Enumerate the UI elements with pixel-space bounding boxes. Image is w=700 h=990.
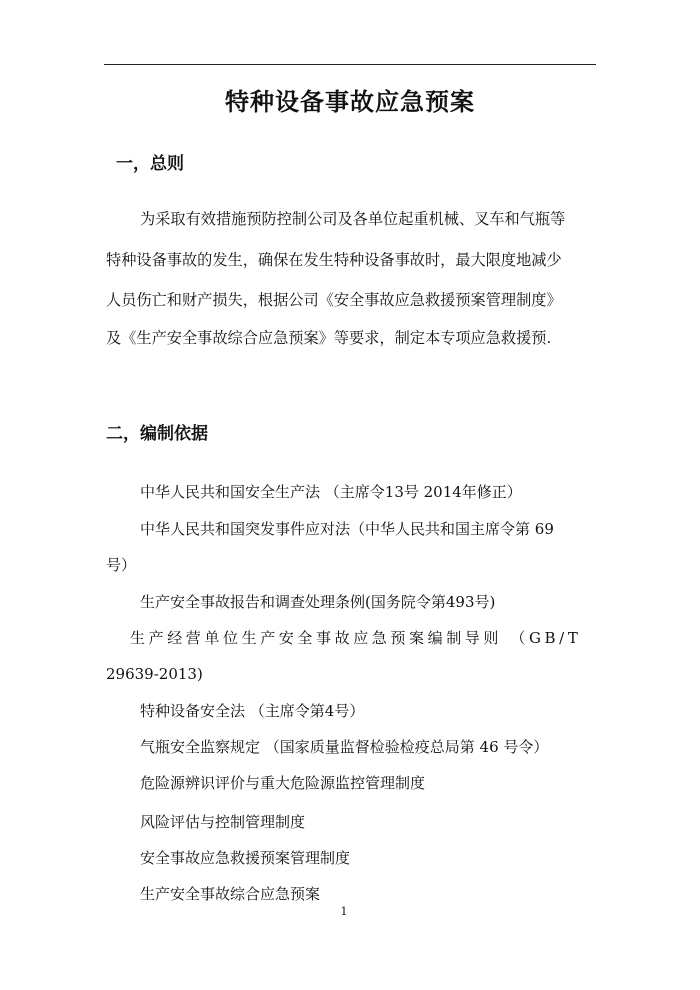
- basis-item: 生产经营单位生产安全事故应急预案编制导则 （GB/T: [130, 629, 582, 647]
- paragraph-line: 特种设备事故的发生，确保在发生特种设备事故时，最大限度地减少: [106, 251, 562, 269]
- basis-item: 特种设备安全法 （主席令第4号）: [140, 702, 365, 720]
- basis-item: 号）: [106, 556, 137, 574]
- page-number: 1: [340, 905, 348, 918]
- basis-item: 风险评估与控制管理制度: [140, 813, 306, 831]
- section-heading-general: 一，总则: [116, 154, 184, 174]
- basis-item: 生产安全事故综合应急预案: [140, 885, 321, 903]
- header-rule: [104, 64, 596, 65]
- basis-item: 29639-2013): [106, 665, 203, 683]
- basis-item: 中华人民共和国安全生产法 （主席令13号 2014年修正）: [140, 483, 522, 501]
- document-title: 特种设备事故应急预案: [225, 88, 475, 116]
- paragraph-line: 为采取有效措施预防控制公司及各单位起重机械、叉车和气瓶等: [140, 210, 566, 228]
- basis-item: 中华人民共和国突发事件应对法（中华人民共和国主席令第 69: [140, 520, 554, 538]
- section-heading-basis: 二，编制依据: [106, 424, 208, 444]
- basis-item: 生产安全事故报告和调查处理条例(国务院令第493号): [140, 593, 496, 611]
- basis-item: 安全事故应急救援预案管理制度: [140, 849, 351, 867]
- paragraph-line: 及《生产安全事故综合应急预案》等要求，制定本专项应急救援预.: [106, 329, 552, 347]
- basis-item: 危险源辨识评价与重大危险源监控管理制度: [140, 774, 426, 792]
- paragraph-line: 人员伤亡和财产损失，根据公司《安全事故应急救援预案管理制度》: [106, 291, 562, 309]
- basis-item: 气瓶安全监察规定 （国家质量监督检验检疫总局第 46 号令）: [140, 738, 549, 756]
